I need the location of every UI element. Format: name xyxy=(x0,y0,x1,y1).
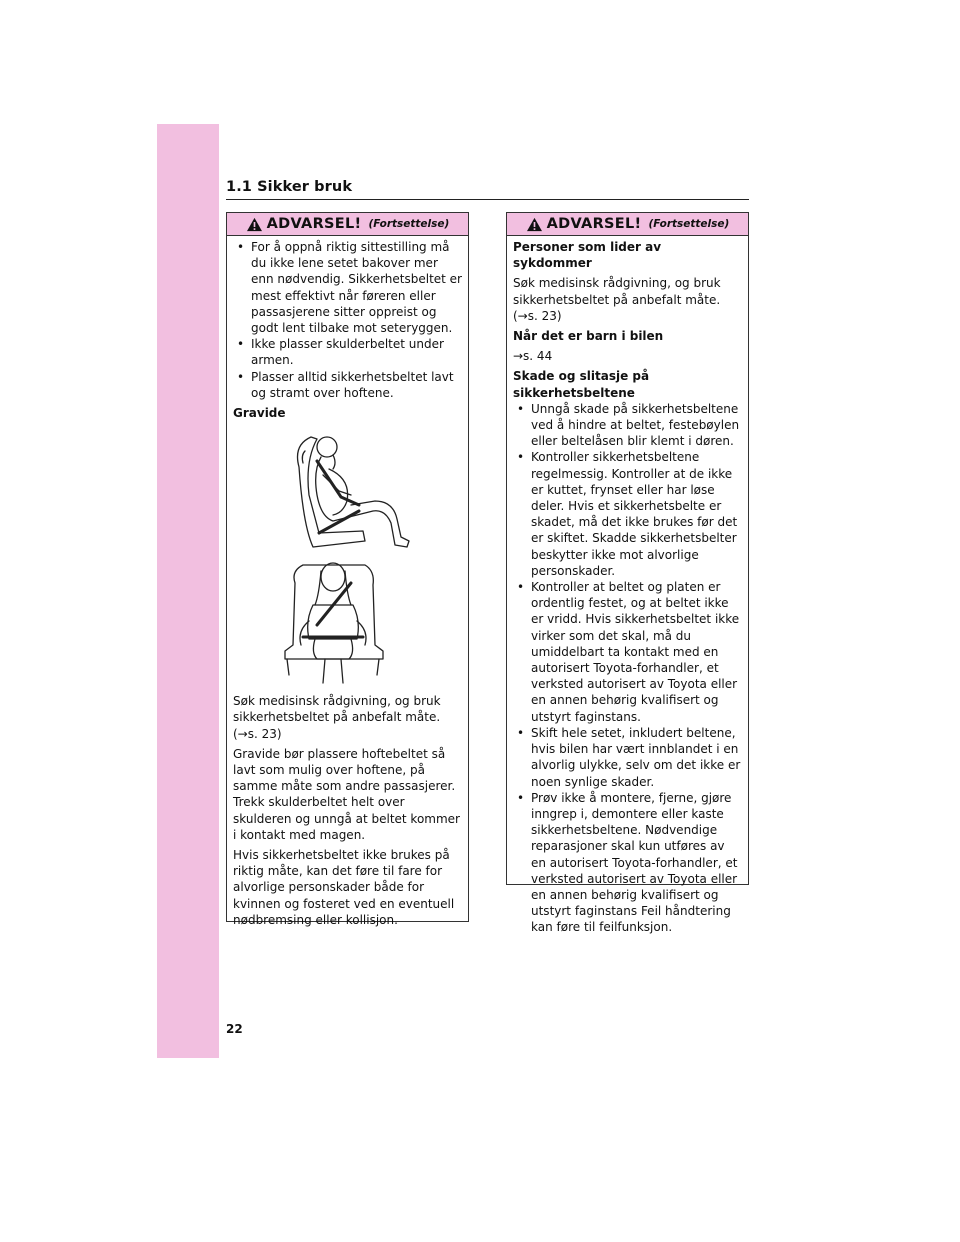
list-item: • Skift hele setet, inkludert beltene, hvis bilen har vært innblandet i en alvorlig ulykke, selv om det ikke er noen synlige skader. xyxy=(513,725,742,790)
list-item: • Ikke plasser skulderbeltet under armen. xyxy=(233,336,462,368)
left-bullet-list xyxy=(233,239,462,401)
warning-header xyxy=(507,213,748,236)
warning-header xyxy=(227,213,468,236)
warning-continued: (Fortsettelse) xyxy=(368,218,450,230)
chapter-side-tab xyxy=(157,124,219,1058)
section-divider xyxy=(226,199,749,200)
paragraph: Søk medisinsk rådgivning, og bruk sikkerhetsbeltet på anbefalt måte. (→s. 23) xyxy=(233,694,441,741)
paragraph: Søk medisinsk rådgivning, og bruk sikkerhetsbeltet på anbefalt måte. (→s. 23) xyxy=(513,276,721,323)
list-item: • Plasser alltid sikkerhetsbeltet lavt og stramt over hoftene. xyxy=(233,369,462,401)
paragraph: Hvis sikkerhetsbeltet ikke brukes på riktig måte, kan det føre til fare for alvorlige personskader både for kvinnen og fosteret ved en eventuell nødbremsing eller kollisjon. xyxy=(233,848,455,927)
page-number: 22 xyxy=(226,1022,243,1036)
warning-triangle-icon xyxy=(526,217,543,232)
damage-bullet-list xyxy=(513,401,742,936)
pregnant-woman-figure xyxy=(233,425,462,687)
warning-box-right xyxy=(506,212,749,935)
pregnant-seatbelt-illustration xyxy=(233,425,462,687)
list-item: • Unngå skade på sikkerhetsbeltene ved å hindre at beltet, festebøylen eller beltelåsen blir klemt i døren. xyxy=(513,401,742,450)
children-heading: Når det er barn i bilen xyxy=(513,329,664,344)
warning-title: ADVARSEL! xyxy=(266,216,362,232)
page-reference: →s. 44 xyxy=(513,349,553,364)
warning-continued: (Fortsettelse) xyxy=(648,218,730,230)
list-item: • For å oppnå riktig sittestilling må du ikke lene setet bakover mer enn nødvendig. Sikkerhetsbeltet er mest effektivt når føreren eller passasjerene sitter oppreist og godt lent tilbake mot seteryggen. xyxy=(233,239,462,336)
paragraph: Gravide bør plassere hoftebeltet så lavt som mulig over hoftene, på samme måte som andre passasjerer. Trekk skulderbeltet helt over skulderen og unngå at beltet kommer i kontakt med magen. xyxy=(233,746,460,842)
damage-heading: Skade og slitasje på sikkerhetsbeltene xyxy=(513,369,650,400)
list-item: • Kontroller at beltet og platen er ordentlig festet, og at beltet ikke er vridd. Hvis sikkerhetsbeltet ikke virker som det skal, må du umiddelbart ta kontakt med en autorisert Toyota-forhandler, et verksted autorisert av Toyota eller en annen behørig kvalifisert og utstyrt faginstans. xyxy=(513,579,742,725)
warning-box-left xyxy=(226,212,469,927)
pregnant-heading: Gravide xyxy=(233,406,286,421)
list-item: • Kontroller sikkerhetsbeltene regelmessig. Kontroller at de ikke er kuttet, frynset eller har løse deler. Hvis et sikkerhetsbelte er skadet, må det ikke brukes før det er skiftet. Skadde sikkerhetsbelter beskytter ikke mot alvorlige personskader. xyxy=(513,449,742,579)
warning-triangle-icon xyxy=(246,217,263,232)
illness-heading: Personer som lider av sykdommer xyxy=(513,240,662,271)
list-item: • Prøv ikke å montere, fjerne, gjøre inngrep i, demontere eller kaste sikkerhetsbeltene. Nødvendige reparasjoner skal kun utføres av en autorisert Toyota-forhandler, et verksted autorisert av Toyota eller en annen behørig kvalifisert og utstyrt faginstans Feil håndtering kan føre til feilfunksjon. xyxy=(513,790,742,936)
warning-title: ADVARSEL! xyxy=(546,216,642,232)
section-title: 1.1 Sikker bruk xyxy=(226,179,353,195)
